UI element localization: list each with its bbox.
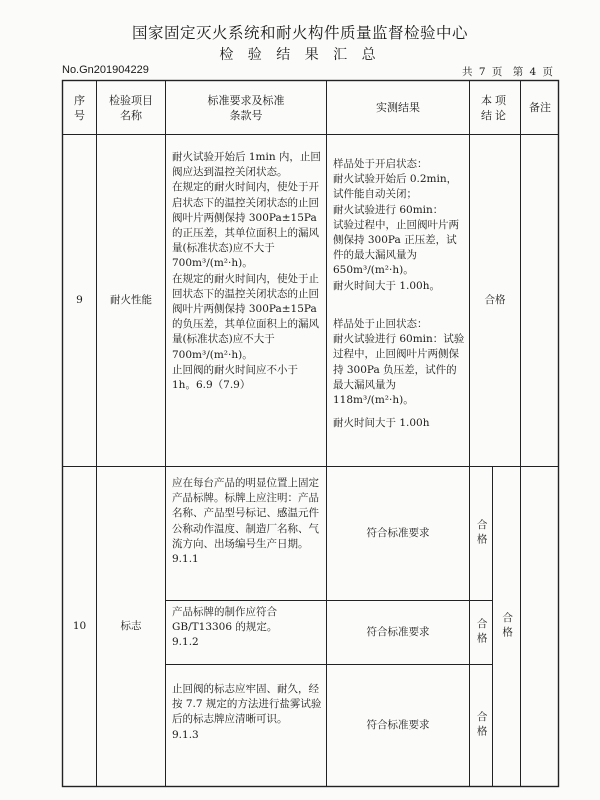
col-header-item: 检验项目名称 [109,93,153,122]
org-title: 国家固定灭火系统和耐火构件质量监督检验中心 [131,24,468,42]
row9-req-4: 止回阀的耐火时间应不小于 1h。6.9（7.9） [172,363,298,392]
row9-req-1: 耐火试验开始后 1min 内，止回阀应达到温控关闭状态。 [172,151,321,179]
col-header-seq: 序号 [74,93,85,122]
row10-sub1-result: 符合标准要求 [366,526,430,539]
row9-res-b2: 耐火试验进行 60min：试验过程中，止回阀叶片两侧保持 300Pa 负压差，试件的最大漏风量为 118m³/(m²·h)。 [333,333,465,407]
row10-sub2-result: 符合标准要求 [366,625,430,638]
row10-sub2-requirement [166,605,326,664]
row10-sub2-clause: 9.1.2 [172,636,199,649]
row10-sub3-result: 符合标准要求 [366,718,430,731]
row10-sub1-requirement [166,476,326,600]
row10-sub3-clause: 9.1.3 [172,728,199,741]
row9-res-a3: 耐火试验进行 60min： [333,203,444,216]
row9-req-3: 在规定的耐火时间内，使处于止回状态下的温控关闭状态的止回阀叶片两侧保持 300Pa±15Pa 的负压差，其单位面积上的漏风量(标准状态)应不大于 700m³/(m²·h)。 [172,272,319,361]
row9-item: 耐火性能 [110,293,152,306]
row10-overall-conclusion: 合格 [501,612,514,641]
row10-sub1-req-text: 应在每台产品的明显位置上固定产品标牌。标牌上应注明：产品名称、产品型号标记、感温元件公称动作温度、制造厂名称、气流方向、出场编号生产日期。 [172,477,319,550]
row9-res-a4: 试验过程中，止回阀叶片两侧保持 300Pa 正压差，试件的最大漏风量为 650m³/(m²·h)。 [333,218,459,277]
row9-results-open [327,157,469,297]
row9-res-a5: 耐火时间大于 1.00h。 [333,279,440,292]
col-header-result: 实测结果 [376,101,420,114]
row10-sub2-req-text: 产品标牌的制作应符合 GB/T13306 的规定。 [172,606,278,634]
row9-res-a2: 耐火试验开始后 0.2min，试件能自动关闭； [333,173,458,201]
total-pages: 共 7 页 [462,66,503,78]
row9-res-b1: 样品处于止回状态： [333,318,428,330]
page-number: 第 4 页 [512,66,554,78]
row9-res-a1: 样品处于开启状态： [333,158,428,170]
row9-results-check [327,317,469,457]
row9-seq: 9 [76,293,83,306]
row10-sub2-conclusion: 合格 [475,618,488,647]
row10-sub3-requirement [166,682,326,782]
col-header-conclusion: 本项结论 [481,93,509,122]
row9-res-b3: 耐火时间大于 1.00h [333,417,430,430]
report-number: No.Gn201904229 [62,64,149,76]
row10-sub3-req-text: 止回阀的标志应牢固、耐久，经按 7.7 规定的方法进行盐雾试验后的标志牌应清晰可识。 [172,683,322,726]
doc-title: 检 验 结 果 汇 总 [219,47,381,63]
row10-sub3-conclusion: 合格 [475,711,488,740]
row10-sub1-conclusion: 合格 [475,519,488,548]
row9-requirements [166,150,326,466]
page-info [458,64,553,79]
col-header-remark: 备注 [529,101,551,114]
col-header-standard: 标准要求及标准条款号 [207,93,285,122]
row9-req-2: 在规定的耐火时间内，使处于开启状态下的温控关闭状态的止回阀叶片两侧保持 300Pa±15Pa 的正压差，其单位面积上的漏风量(标准状态)应不大于 700m³/(m²·h)。 [172,181,319,270]
row9-conclusion: 合格 [484,293,506,306]
row10-item: 标志 [120,619,142,632]
row10-seq: 10 [72,619,87,632]
row10-sub1-clause: 9.1.1 [172,553,199,566]
